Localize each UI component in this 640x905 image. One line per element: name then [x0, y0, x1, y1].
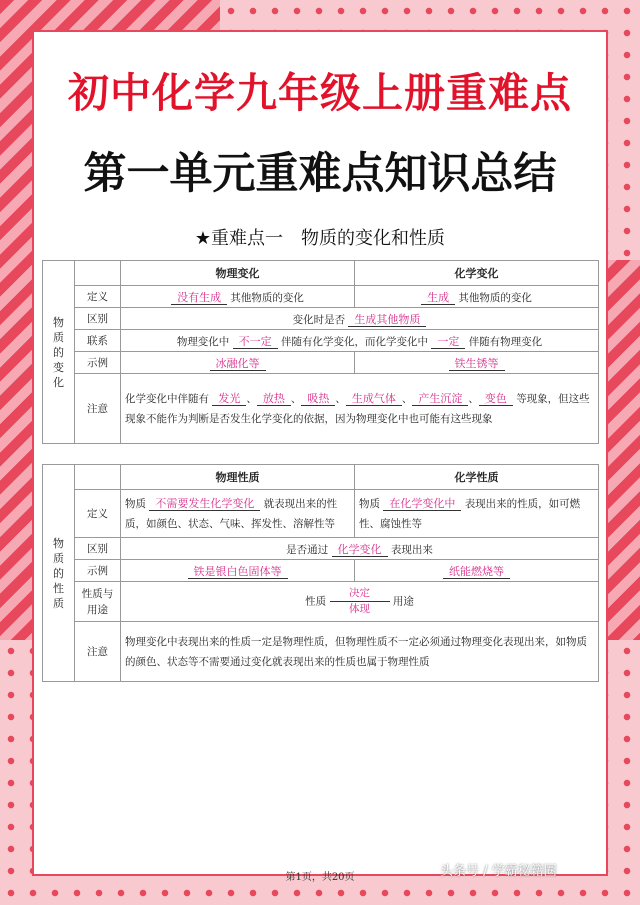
physical-change-example: 冰融化等: [121, 352, 355, 374]
row-label-example: 示例: [75, 352, 121, 374]
physical-property-example: 铁是银白色固体等: [121, 560, 355, 582]
chemical-property-definition: 物质 在化学变化中 表现出来的性质，如可燃性、腐蚀性等: [355, 490, 599, 538]
change-note: 化学变化中伴随有 发光 、 放热 、 吸热 、 生成气体 、 产生沉淀 、 变色 等现象，但这些现象不能作为判断是否发生化学变化的依据，因为物理变化中也可能有这些现象: [121, 374, 599, 444]
property-use-arrows: 决定 体现: [330, 586, 390, 617]
chemical-change-example: 铁生锈等: [355, 352, 599, 374]
row-label-note: 注意: [75, 374, 121, 444]
col-physical-change: 物理变化: [121, 261, 355, 286]
changes-side-label: 物 质 的 变 化: [43, 261, 75, 444]
property-difference: 是否通过 化学变化 表现出来: [121, 538, 599, 560]
physical-change-definition: 没有生成 其他物质的变化: [121, 286, 355, 308]
row-label-difference: 区别: [75, 308, 121, 330]
col-chemical-property: 化学性质: [355, 465, 599, 490]
section-heading: ★重难点一 物质的变化和性质: [194, 228, 446, 249]
col-physical-property: 物理性质: [121, 465, 355, 490]
main-title: 初中化学九年级上册重难点: [68, 69, 572, 117]
row-label-property-use: 性质与 用途: [75, 582, 121, 622]
properties-side-label: 物 质 的 性 质: [43, 465, 75, 682]
document-page: [32, 30, 608, 883]
row-label-difference: 区别: [75, 538, 121, 560]
unit-title: 第一单元重难点知识总结: [83, 149, 557, 199]
change-relation: 物理变化中 不一定 伴随有化学变化，而化学变化中 一定 伴随有物理变化: [121, 330, 599, 352]
row-label-relation: 联系: [75, 330, 121, 352]
changes-table: [42, 260, 599, 444]
row-label-note: 注意: [75, 622, 121, 682]
watermark: 头条号 / 学霸秘籍圈: [440, 864, 557, 879]
property-note: 物理变化中表现出来的性质一定是物理性质，但物理性质不一定必须通过物理变化表现出来，如物质的颜色、状态等不需要通过变化就表现出来的性质也属于物理性质: [121, 622, 599, 682]
row-label-definition: 定义: [75, 286, 121, 308]
property-use-relation: 性质 决定 体现 用途: [121, 582, 599, 622]
properties-table: [42, 464, 599, 682]
change-difference: 变化时是否 生成其他物质: [121, 308, 599, 330]
page-number: 第1页，共20页: [285, 872, 355, 883]
col-chemical-change: 化学变化: [355, 261, 599, 286]
row-label-definition: 定义: [75, 490, 121, 538]
chemical-change-definition: 生成 其他物质的变化: [355, 286, 599, 308]
chemical-property-example: 纸能燃烧等: [355, 560, 599, 582]
row-label-example: 示例: [75, 560, 121, 582]
physical-property-definition: 物质 不需要发生化学变化 就表现出来的性质，如颜色、状态、气味、挥发性、溶解性等: [121, 490, 355, 538]
